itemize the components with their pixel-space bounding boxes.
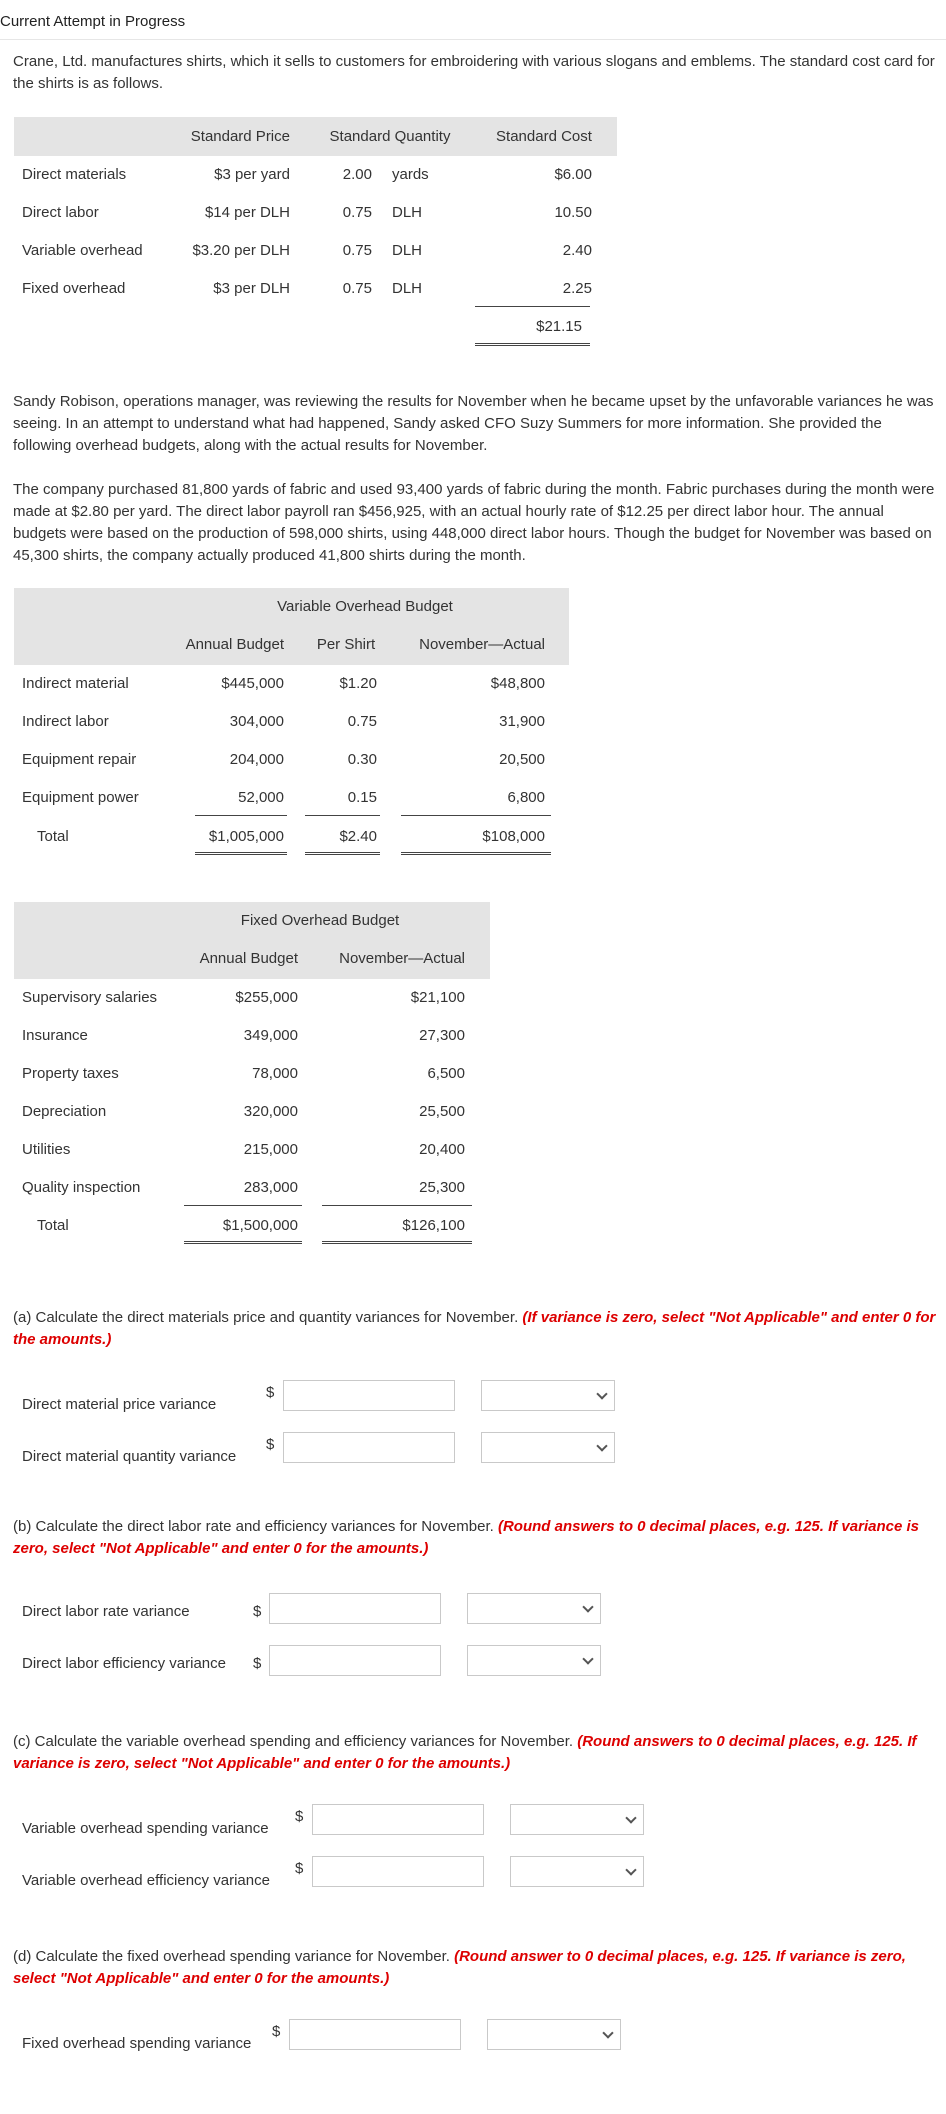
- question-a-note: (If variance is zero, select "Not Applicable" and enter 0 for the amounts.): [13, 1309, 936, 1348]
- table-row-label: Indirect material: [22, 675, 129, 692]
- table-cell: 31,900: [499, 713, 545, 730]
- subtotal-rule: [322, 1205, 472, 1206]
- table-total: $1,500,000: [222, 1217, 298, 1234]
- table-total: $21.15: [536, 318, 582, 335]
- chevron-down-icon: [582, 1601, 593, 1612]
- col-header-qty: Standard Quantity: [329, 128, 451, 145]
- question-a-text: (a) Calculate the direct materials price and quantity variances for November.: [13, 1309, 519, 1326]
- voh-efficiency-variance-select[interactable]: [510, 1856, 644, 1887]
- table-cell: 25,300: [419, 1179, 465, 1196]
- table-cell: 25,500: [419, 1103, 465, 1120]
- table-row-label: Indirect labor: [22, 713, 109, 730]
- table-cell: $3.20 per DLH: [192, 242, 290, 259]
- question-c-note: (Round answers to 0 decimal places, e.g. 125. If variance is zero, select "Not Applicable" and enter 0 for the amounts.): [13, 1733, 917, 1772]
- facts-paragraph: The company purchased 81,800 yards of fabric and used 93,400 yards of fabric during the month. Fabric purchases during the month were made at $2.80 per yard. The direct labor payroll ran $456,925, with an actual hourly rate of $12.25 per direct labor hour. The annual budgets were based on the production of 598,000 shirts, using 448,000 direct labor hours. Though the budget for November was based on 45,300 shirts, the company actually produced 41,800 shirts during the month.: [13, 481, 935, 564]
- table-title: Fixed Overhead Budget: [240, 912, 400, 929]
- table-cell: 10.50: [554, 204, 592, 221]
- table-title: Variable Overhead Budget: [277, 598, 453, 615]
- table-cell: 2.00: [342, 166, 372, 183]
- page-header: Current Attempt in Progress: [0, 13, 186, 30]
- voh-spending-variance-input[interactable]: [312, 1804, 484, 1835]
- field-label: Direct labor efficiency variance: [22, 1655, 226, 1672]
- table-cell: 20,500: [499, 751, 545, 768]
- subtotal-rule: [401, 815, 551, 816]
- total-double-rule: [401, 852, 551, 855]
- question-b-note: (Round answers to 0 decimal places, e.g. 125. If variance is zero, select "Not Applicable" and enter 0 for the amounts.): [13, 1518, 919, 1557]
- col-header-annual: Annual Budget: [199, 950, 298, 967]
- question-d-text: (d) Calculate the fixed overhead spending variance for November.: [13, 1948, 450, 1965]
- table-cell: 2.25: [562, 280, 592, 297]
- total-double-rule: [322, 1241, 472, 1244]
- table-cell: $255,000: [235, 989, 298, 1006]
- table-row-label: Direct materials: [22, 166, 127, 183]
- table-cell: 283,000: [243, 1179, 298, 1196]
- chevron-down-icon: [596, 1440, 607, 1451]
- table-total: $126,100: [402, 1217, 465, 1234]
- question-a: [13, 1307, 938, 1351]
- table-cell: 204,000: [229, 751, 284, 768]
- table-cell: 0.30: [347, 751, 377, 768]
- question-c-text: (c) Calculate the variable overhead spending and efficiency variances for November.: [13, 1733, 574, 1750]
- dm-quantity-variance-select[interactable]: [481, 1432, 615, 1463]
- total-double-rule: [195, 852, 287, 855]
- currency-sign: $: [266, 1436, 275, 1453]
- table-row-label: Total: [37, 1217, 69, 1234]
- table-row-label: Quality inspection: [22, 1179, 141, 1196]
- table-cell: $21,100: [410, 989, 465, 1006]
- chevron-down-icon: [596, 1388, 607, 1399]
- currency-sign: $: [266, 1384, 275, 1401]
- currency-sign: $: [272, 2023, 281, 2040]
- table-cell: 0.75: [342, 242, 372, 259]
- table-cell: $1.20: [339, 675, 377, 692]
- total-double-rule: [305, 852, 380, 855]
- table-row-label: Fixed overhead: [22, 280, 126, 297]
- question-c: [13, 1731, 938, 1775]
- field-label: Fixed overhead spending variance: [22, 2035, 252, 2052]
- table-row-label: Utilities: [22, 1141, 71, 1158]
- question-d: [13, 1946, 938, 1990]
- subtotal-rule: [475, 306, 590, 307]
- table-cell: yards: [392, 166, 429, 183]
- total-double-rule: [184, 1241, 302, 1244]
- dm-quantity-variance-input[interactable]: [283, 1432, 455, 1463]
- subtotal-rule: [305, 815, 380, 816]
- field-label: Direct labor rate variance: [22, 1603, 190, 1620]
- voh-efficiency-variance-input[interactable]: [312, 1856, 484, 1887]
- chevron-down-icon: [582, 1653, 593, 1664]
- col-header-per-shirt: Per Shirt: [316, 636, 376, 653]
- table-cell: $14 per DLH: [204, 204, 290, 221]
- col-header-annual: Annual Budget: [185, 636, 284, 653]
- table-row-label: Supervisory salaries: [22, 989, 158, 1006]
- table-row-label: Variable overhead: [22, 242, 143, 259]
- table-cell: $48,800: [490, 675, 545, 692]
- table-total: $2.40: [339, 828, 377, 845]
- intro-paragraph: Crane, Ltd. manufactures shirts, which it sells to customers for embroidering with various slogans and emblems. The standard cost card for the shirts is as follows.: [13, 53, 935, 92]
- table-row-label: Property taxes: [22, 1065, 119, 1082]
- dl-rate-variance-input[interactable]: [269, 1593, 441, 1624]
- table-cell: DLH: [392, 280, 423, 297]
- table-cell: $6.00: [554, 166, 592, 183]
- chevron-down-icon: [625, 1812, 636, 1823]
- table-cell: $3 per DLH: [213, 280, 290, 297]
- question-b: [13, 1516, 938, 1560]
- table-cell: DLH: [392, 242, 423, 259]
- dm-price-variance-select[interactable]: [481, 1380, 615, 1411]
- table-cell: 304,000: [229, 713, 284, 730]
- table-cell: 0.75: [342, 280, 372, 297]
- table-cell: 215,000: [243, 1141, 298, 1158]
- field-label: Direct material price variance: [22, 1396, 217, 1413]
- table-total: $1,005,000: [208, 828, 284, 845]
- col-header-cost: Standard Cost: [496, 128, 592, 145]
- table-row-label: Total: [37, 828, 69, 845]
- table-cell: 2.40: [562, 242, 592, 259]
- dm-price-variance-input[interactable]: [283, 1380, 455, 1411]
- table-row-label: Equipment power: [22, 789, 139, 806]
- table-cell: 6,800: [507, 789, 545, 806]
- field-label: Variable overhead efficiency variance: [22, 1872, 270, 1889]
- table-cell: 0.75: [342, 204, 372, 221]
- table-cell: 320,000: [243, 1103, 298, 1120]
- table-cell: $445,000: [221, 675, 284, 692]
- col-header-price: Standard Price: [190, 128, 290, 145]
- col-header-actual: November—Actual: [419, 636, 545, 653]
- dl-efficiency-variance-select[interactable]: [467, 1645, 601, 1676]
- currency-sign: $: [295, 1860, 304, 1877]
- chevron-down-icon: [625, 1864, 636, 1875]
- col-header-actual: November—Actual: [339, 950, 465, 967]
- table-row-label: Direct labor: [22, 204, 99, 221]
- field-label: Variable overhead spending variance: [22, 1820, 269, 1837]
- foh-spending-variance-select[interactable]: [487, 2019, 621, 2050]
- chevron-down-icon: [602, 2027, 613, 2038]
- field-label: Direct material quantity variance: [22, 1448, 237, 1465]
- context-paragraph: Sandy Robison, operations manager, was reviewing the results for November when he became upset by the unfavorable variances he was seeing. In an attempt to understand what had happened, Sandy asked CFO Suzy Summers for more information. She provided the following overhead budgets, along with the actual results for November.: [13, 393, 934, 454]
- table-cell: 6,500: [427, 1065, 465, 1082]
- table-cell: 0.75: [347, 713, 377, 730]
- total-double-rule: [475, 343, 590, 346]
- table-cell: 0.15: [347, 789, 377, 806]
- table-cell: $3 per yard: [214, 166, 290, 183]
- currency-sign: $: [253, 1655, 262, 1672]
- table-cell: 20,400: [419, 1141, 465, 1158]
- foh-spending-variance-input[interactable]: [289, 2019, 461, 2050]
- table-cell: 52,000: [238, 789, 284, 806]
- table-row-label: Equipment repair: [22, 751, 137, 768]
- table-cell: 78,000: [252, 1065, 298, 1082]
- table-cell: 27,300: [419, 1027, 465, 1044]
- table-cell: DLH: [392, 204, 423, 221]
- question-b-text: (b) Calculate the direct labor rate and efficiency variances for November.: [13, 1518, 494, 1535]
- table-row-label: Insurance: [22, 1027, 88, 1044]
- table-total: $108,000: [482, 828, 545, 845]
- currency-sign: $: [295, 1808, 304, 1825]
- dl-rate-variance-select[interactable]: [467, 1593, 601, 1624]
- header-divider: [0, 39, 946, 40]
- currency-sign: $: [253, 1603, 262, 1620]
- voh-spending-variance-select[interactable]: [510, 1804, 644, 1835]
- table-cell: 349,000: [243, 1027, 298, 1044]
- table-row-label: Depreciation: [22, 1103, 107, 1120]
- question-d-note: (Round answer to 0 decimal places, e.g. 125. If variance is zero, select "Not Applicable" and enter 0 for the amounts.): [13, 1948, 906, 1987]
- subtotal-rule: [195, 815, 287, 816]
- dl-efficiency-variance-input[interactable]: [269, 1645, 441, 1676]
- subtotal-rule: [184, 1205, 302, 1206]
